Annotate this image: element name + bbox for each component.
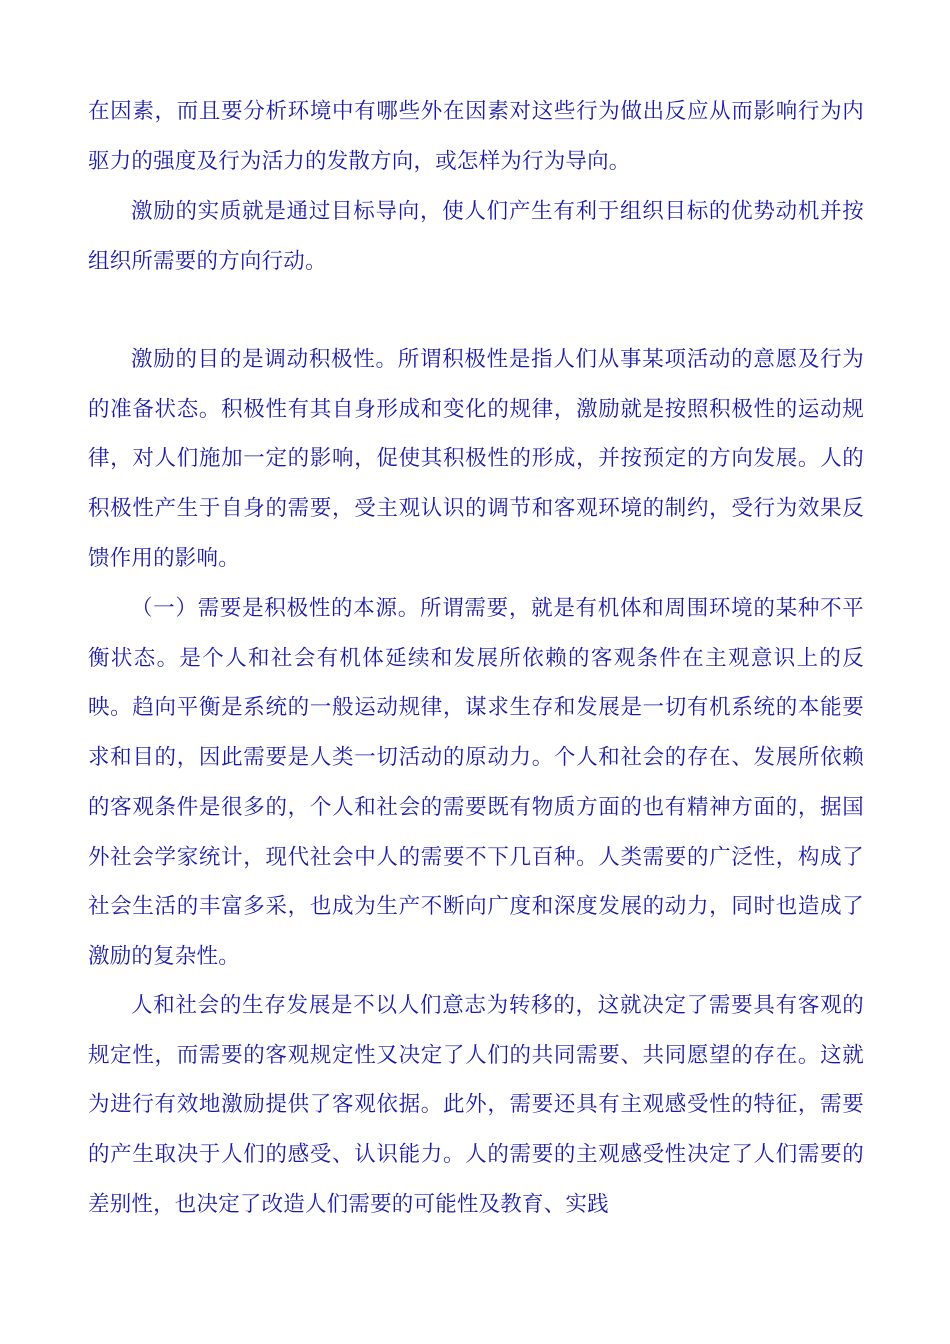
paragraph-continuation: 在因素，而且要分析环境中有哪些外在因素对这些行为做出反应从而影响行为内驱力的强度及行为活力的发散方向，或怎样为行为导向。 [88,99,864,174]
paragraph-purpose-of-motivation: 激励的目的是调动积极性。所谓积极性是指人们从事某项活动的意愿及行为的准备状态。积极性有其自身形成和变化的规律，激励就是按照积极性的运动规律，对人们施加一定的影响，促使其积极性的形成，并按预定的方向发展。人的积极性产生于自身的需要，受主观认识的调节和客观环境的制约，受行为效果反馈作用的影响。 [88,347,864,571]
paragraph-essence-of-motivation: 激励的实质就是通过目标导向，使人们产生有利于组织目标的优势动机并按组织所需要的方向行动。 [88,199,864,274]
paragraph-needs-objective: 人和社会的生存发展是不以人们意志为转移的，这就决定了需要具有客观的规定性，而需要的客观规定性又决定了人们的共同需要、共同愿望的存在。这就为进行有效地激励提供了客观依据。此外，需要还具有主观感受性的特征，需要的产生取决于人们的感受、认识能力。人的需要的主观感受性决定了人们需要的差别性，也决定了改造人们需要的可能性及教育、实践 [88,993,864,1217]
paragraph-needs-source: （一）需要是积极性的本源。所谓需要，就是有机体和周围环境的某种不平衡状态。是个人和社会有机体延续和发展所依赖的客观条件在主观意识上的反映。趋向平衡是系统的一般运动规律，谋求生存和发展是一切有机系统的本能要求和目的，因此需要是人类一切活动的原动力。个人和社会的存在、发展所依赖的客观条件是很多的，个人和社会的需要既有物质方面的也有精神方面的，据国外社会学家统计，现代社会中人的需要不下几百种。人类需要的广泛性，构成了社会生活的丰富多采，也成为生产不断向广度和深度发展的动力，同时也造成了激励的复杂性。 [88,596,864,969]
